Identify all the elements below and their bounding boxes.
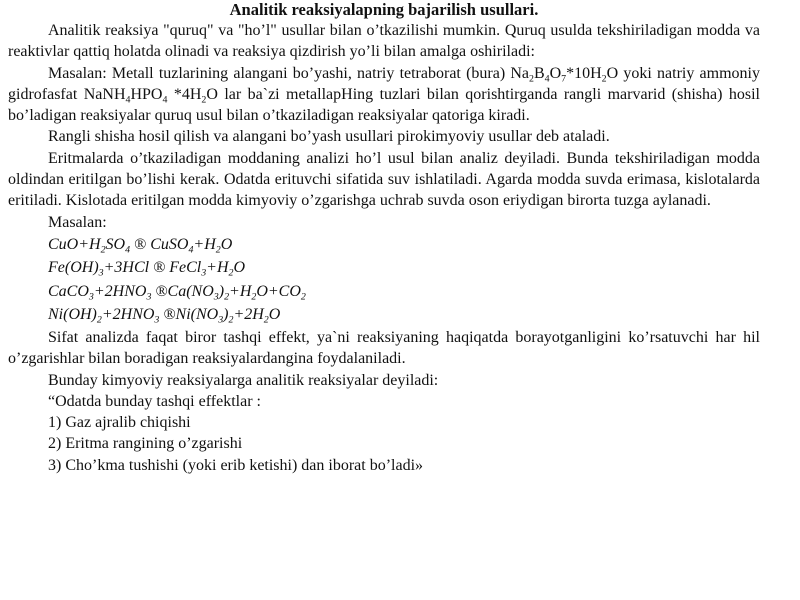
paragraph-pyrochemical: Rangli shisha hosil qilish va alangani bo’yash usullari pirokimyoviy usullar deb ataladi. [48, 128, 610, 146]
text-span: O [268, 306, 281, 324]
paragraph-qualitative: Sifat analizda faqat biror tashqi effekt, ya`ni reaksiyaning haqiqatda borayotganligini ko’rsatuvchi har hil o’zgarishlar bilan boradigan reaksiyalardangina foydalaniladi. [8, 328, 760, 368]
text-span: B [533, 64, 545, 82]
list-item: 1) Gaz ajralib chiqishi [48, 414, 191, 432]
text-span: ) [223, 306, 229, 324]
subscript: 7 [561, 73, 567, 85]
text-span: O [220, 235, 233, 253]
text-span: ® CuSO [130, 235, 189, 253]
document-title: Analitik reaksiyalapning bajarilish usullari. [229, 0, 539, 19]
text-span: +3HCl ® FeCl [103, 259, 202, 277]
text-span: +H [206, 259, 229, 277]
subscript: 4 [188, 244, 194, 256]
text-span: *4H [167, 85, 202, 103]
subscript: 4 [544, 73, 550, 85]
subscript: 2 [263, 314, 269, 326]
text-span: ®Ca(NO [151, 282, 214, 300]
subscript: 4 [125, 94, 131, 106]
text-span: HPO [130, 85, 163, 103]
subscript: 2 [224, 291, 230, 303]
text-span: Ni(OH) [48, 306, 97, 324]
paragraph-example-label: Masalan: [48, 213, 107, 231]
text-span: CuO+H [48, 235, 101, 253]
subscript: 2 [100, 244, 106, 256]
subscript: 2 [228, 267, 234, 279]
subscript: 2 [251, 291, 257, 303]
text-span: O [233, 259, 246, 277]
subscript: 2 [601, 73, 607, 85]
text-span: O yoki natriy ammoniy gidrofasfat NaNH [8, 64, 760, 103]
subscript: 3 [154, 314, 160, 326]
paragraph-analytic-definition: Bunday kimyoviy reaksiyalarga analitik reaksiyalar deyiladi: [48, 371, 439, 389]
subscript: 2 [300, 291, 306, 303]
paragraph-intro: Analitik reaksiya "quruq" va "ho’l" usullar bilan o’tkazilishi mumkin. Quruq usulda tekshiriladigan modda va reaktivlar qattiq holatda olinadi va reaksiya qizdirish yo’li bilan amalga oshiriladi: [8, 22, 760, 61]
subscript: 3 [218, 314, 224, 326]
list-item: 2) Eritma rangining o’zgarishi [48, 435, 243, 453]
text-span: O+CO [256, 282, 301, 300]
text-span: SO [105, 235, 126, 253]
text-span: Masalan: Metall tuzlarining alangani bo’yashi, natriy tetraborat (bura) Na [48, 64, 530, 82]
text-span: O [549, 64, 562, 82]
subscript: 3 [213, 291, 219, 303]
formula-3 [8, 280, 760, 304]
text-span: ®Ni(NO [159, 306, 219, 324]
paragraph-dry-example [8, 63, 760, 127]
text-span: +H [229, 282, 252, 300]
subscript: 3 [146, 291, 152, 303]
subscript: 2 [96, 314, 102, 326]
text-span: +2HNO [101, 306, 155, 324]
text-span: O lar ba`zi metallapHing tuzlari bilan qorishtirganda rangli marvarid (shisha) hosil bo’ladigan reaksiyalar quruq usul bilan o’tkaziladigan reaksiyalar qatoriga kiradi. [8, 85, 760, 125]
text-span: Fe(OH) [48, 259, 99, 277]
subscript: 3 [201, 267, 207, 279]
paragraph-wet-method: Eritmalarda o’tkaziladigan moddaning analizi ho’l usul bilan analiz deyiladi. Bunda tekshiriladigan modda oldindan eritilgan bo’lishi kerak. Odatda erituvchi sifatida suv ishlatiladi. Agarda modda suvda erimasa, kislotalarda eritiladi. Kislotada eritilgan modda kimyoviy o’zgarishga uchrab suvda oson eriydigan birorta tuzga aylanadi. [8, 149, 760, 210]
text-span: ) [218, 282, 225, 300]
subscript: 2 [529, 73, 534, 85]
formula-4 [8, 303, 760, 327]
formula-1 [8, 233, 760, 257]
text-span: +H [193, 235, 216, 253]
paragraph-effects-intro: “Odatda bunday tashqi effektlar : [48, 392, 261, 410]
subscript: 2 [228, 314, 234, 326]
subscript: 4 [125, 244, 131, 256]
text-span: +2H [233, 306, 264, 324]
list-item: 3) Cho’kma tushishi (yoki erib ketishi) dan iborat bo’ladi» [48, 456, 424, 474]
formula-2 [8, 256, 760, 280]
subscript: 4 [162, 94, 168, 106]
text-span: CaCO [48, 282, 89, 300]
subscript: 2 [215, 244, 221, 256]
text-span: +2HNO [93, 282, 147, 300]
subscript: 3 [88, 291, 94, 303]
subscript: 3 [98, 267, 104, 279]
subscript: 2 [201, 94, 207, 106]
text-span: *10H [566, 64, 602, 82]
